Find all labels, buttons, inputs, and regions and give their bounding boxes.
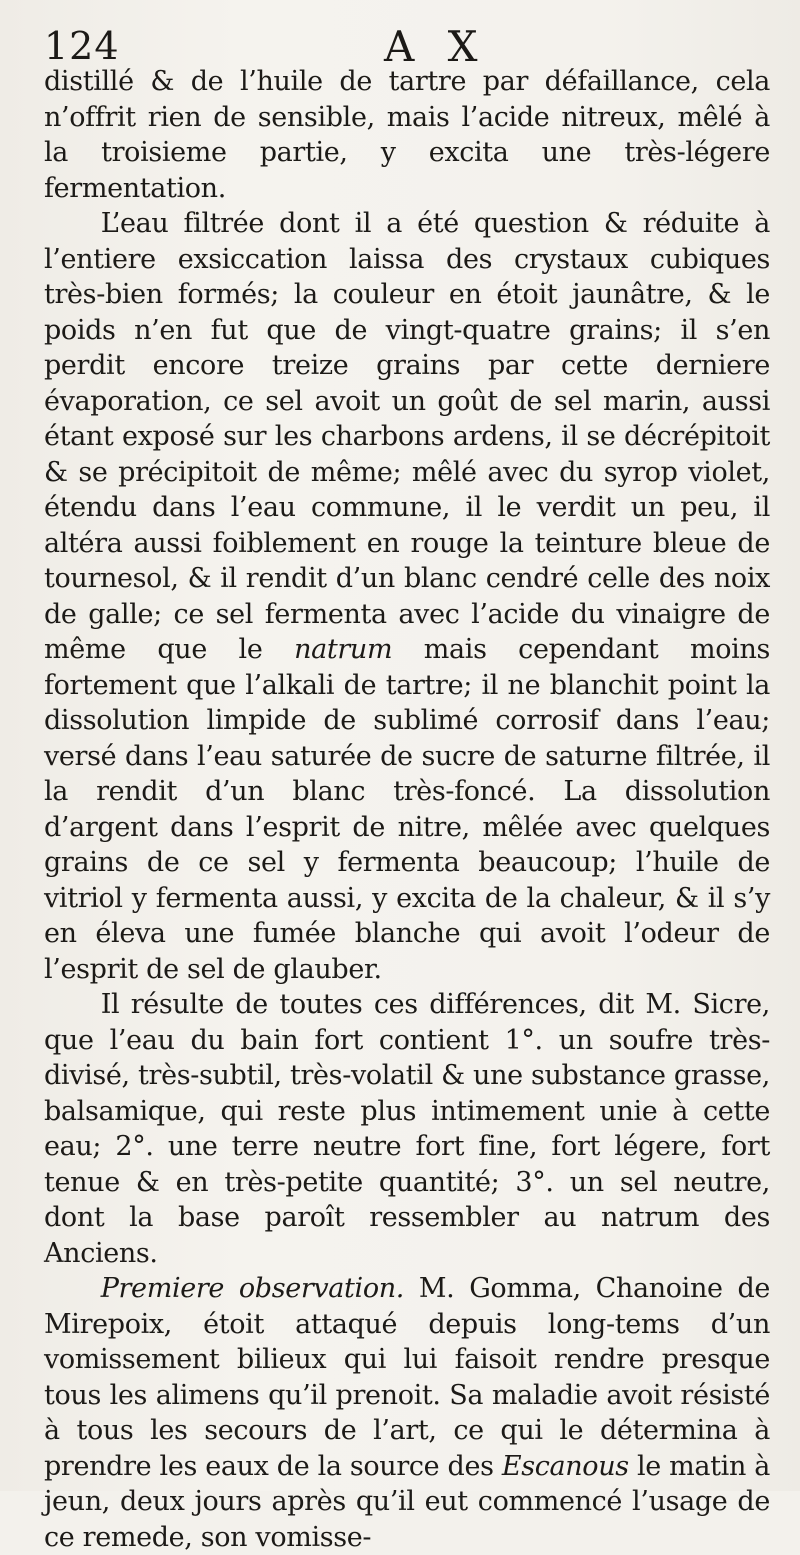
text-segment: distillé & de l’huile de tartre par défaillance, cela n’offrit rien de sensible, mais l’acide nitreux, mêlé à la troisieme partie, y excita une très-légere fermentation. [44,66,770,204]
text-segment: Il résulte de toutes ces différences, dit M. Sicre, que l’eau du bain fort contient 1°. un soufre très-divisé, très-subtil, très-volatil & une substance grasse, balsamique, qui reste plus intimement unie à cette eau; 2°. une terre neutre fort fine, fort légere, fort tenue & en très-petite quantité; 3°. un sel neutre, dont la base paroît ressembler au natrum des Anciens. [44,989,770,1269]
body-text [44,64,770,1555]
text-segment: M. Gomma, Chanoine de Mirepoix, étoit attaqué depuis long-tems d’un vomissement bilieux qui lui faisoit rendre presque tous les alimens qu’il prenoit. Sa maladie avoit résisté à tous les secours de l’art, ce qui le détermina à prendre les eaux de la source des [44,1273,771,1482]
italic-heading: Premiere observation. [100,1273,405,1304]
text-segment: mais cependant moins fortement que l’alkali de tartre; il ne blanchit point la dissolution limpide de sublimé corrosif dans l’eau; versé dans l’eau saturée de sucre de saturne filtrée, il la rendit d’un blanc très-foncé. La dissolution d’argent dans l’esprit de nitre, mêlée avec quelques grains de ce sel y fermenta beaucoup; l’huile de vitriol y fermenta aussi, y excita de la chaleur, & il s’y en éleva une fumée blanche qui avoit l’odeur de l’esprit de sel de glauber. [44,634,770,985]
page-header [44,18,770,71]
italic-place-name: Escanous [501,1450,629,1482]
paragraph-salt-analysis [44,206,770,987]
italic-term: natrum [294,634,393,665]
page-number: 124 [44,24,120,68]
paragraph-conclusion [44,987,770,1271]
paragraph-first-observation [44,1271,770,1555]
text-segment: le matin à jeun, deux jours après qu’il eut commencé l’usage de ce remede, son vomisse- [44,1450,771,1553]
running-head: A X [384,22,488,71]
paragraph-continuation [44,64,770,206]
text-segment: L’eau filtrée dont il a été question & réduite à l’entiere exsiccation laissa des crystaux cubiques très-bien formés; la couleur en étoit jaunâtre, & le poids n’en fut que de vingt-quatre grains; il s’en perdit encore treize grains par cette derniere évaporation, ce sel avoit un goût de sel marin, aussi étant exposé sur les charbons ardens, il se décrépitoit & se précipitoit de même; mêlé avec du syrop violet, étendu dans l’eau commune, il le verdit un peu, il altéra aussi foiblement en rouge la teinture bleue de tournesol, & il rendit d’un blanc cendré celle des noix de galle; ce sel fermenta avec l’acide du vinaigre de même que le [44,208,770,665]
